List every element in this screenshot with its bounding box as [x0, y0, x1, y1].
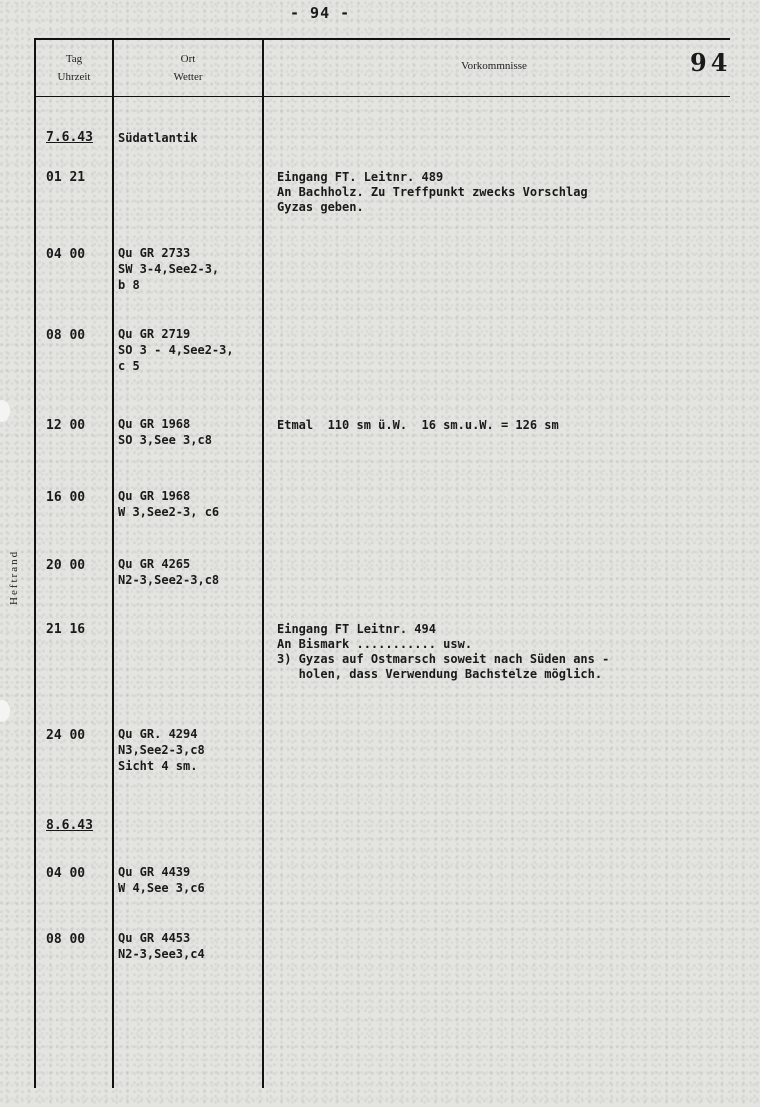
entry-time: 04 00	[46, 247, 86, 262]
header-day-time: Tag Uhrzeit	[57, 53, 91, 83]
entry-place: Qu GR 4265 N2-3,See2-3,c8	[118, 557, 220, 587]
entry-place: Qu GR 2719 SO 3 - 4,See2-3, c 5	[118, 327, 234, 373]
column-divider-2	[262, 38, 264, 1088]
entry-time: 08 00	[46, 328, 86, 343]
punch-hole	[0, 400, 10, 422]
entry-place: Qu GR 2733 SW 3-4,See2-3, b 8	[118, 246, 220, 292]
entry-time: 20 00	[46, 558, 86, 573]
header-separator	[34, 96, 730, 97]
entry-time: 04 00	[46, 866, 86, 881]
entry-date: 8.6.43	[46, 818, 93, 833]
entry-time: 21 16	[46, 622, 86, 637]
entry-place: Qu GR 4453 N2-3,See3,c4	[118, 931, 205, 961]
entry-place: Südatlantik	[118, 131, 198, 145]
table-top-border	[34, 38, 730, 40]
entry-time: 01 21	[46, 170, 86, 185]
page-number-stamp: 94	[690, 48, 732, 77]
page-number-top: - 94 -	[290, 4, 351, 22]
entry-event: Eingang FT. Leitnr. 489 An Bachholz. Zu Treffpunkt zwecks Vorschlag Gyzas geben.	[277, 170, 588, 214]
binding-margin-label: Heftrand	[8, 549, 20, 605]
entry-date: 7.6.43	[46, 130, 93, 145]
entry-time: 08 00	[46, 932, 86, 947]
entry-event: Eingang FT Leitnr. 494 An Bismark ........... usw. 3) Gyzas auf Ostmarsch soweit nach Süden ans - holen, dass Verwendung Bachstelze möglich.	[277, 622, 610, 681]
entry-event: Etmal 110 sm ü.W. 16 sm.u.W. = 126 sm	[277, 418, 559, 432]
entry-time: 12 00	[46, 418, 86, 433]
header-events: Vorkommnisse	[461, 60, 527, 72]
entry-place: Qu GR. 4294 N3,See2-3,c8 Sicht 4 sm.	[118, 727, 205, 773]
punch-hole	[0, 700, 10, 722]
entry-place: Qu GR 1968 SO 3,See 3,c8	[118, 417, 212, 447]
entry-place: Qu GR 1968 W 3,See2-3, c6	[118, 489, 220, 519]
header-place-weather: Ort Wetter	[173, 53, 203, 83]
column-divider-1	[112, 38, 114, 1088]
entry-time: 24 00	[46, 728, 86, 743]
entry-place: Qu GR 4439 W 4,See 3,c6	[118, 865, 205, 895]
entry-time: 16 00	[46, 490, 86, 505]
table-left-border	[34, 38, 36, 1088]
